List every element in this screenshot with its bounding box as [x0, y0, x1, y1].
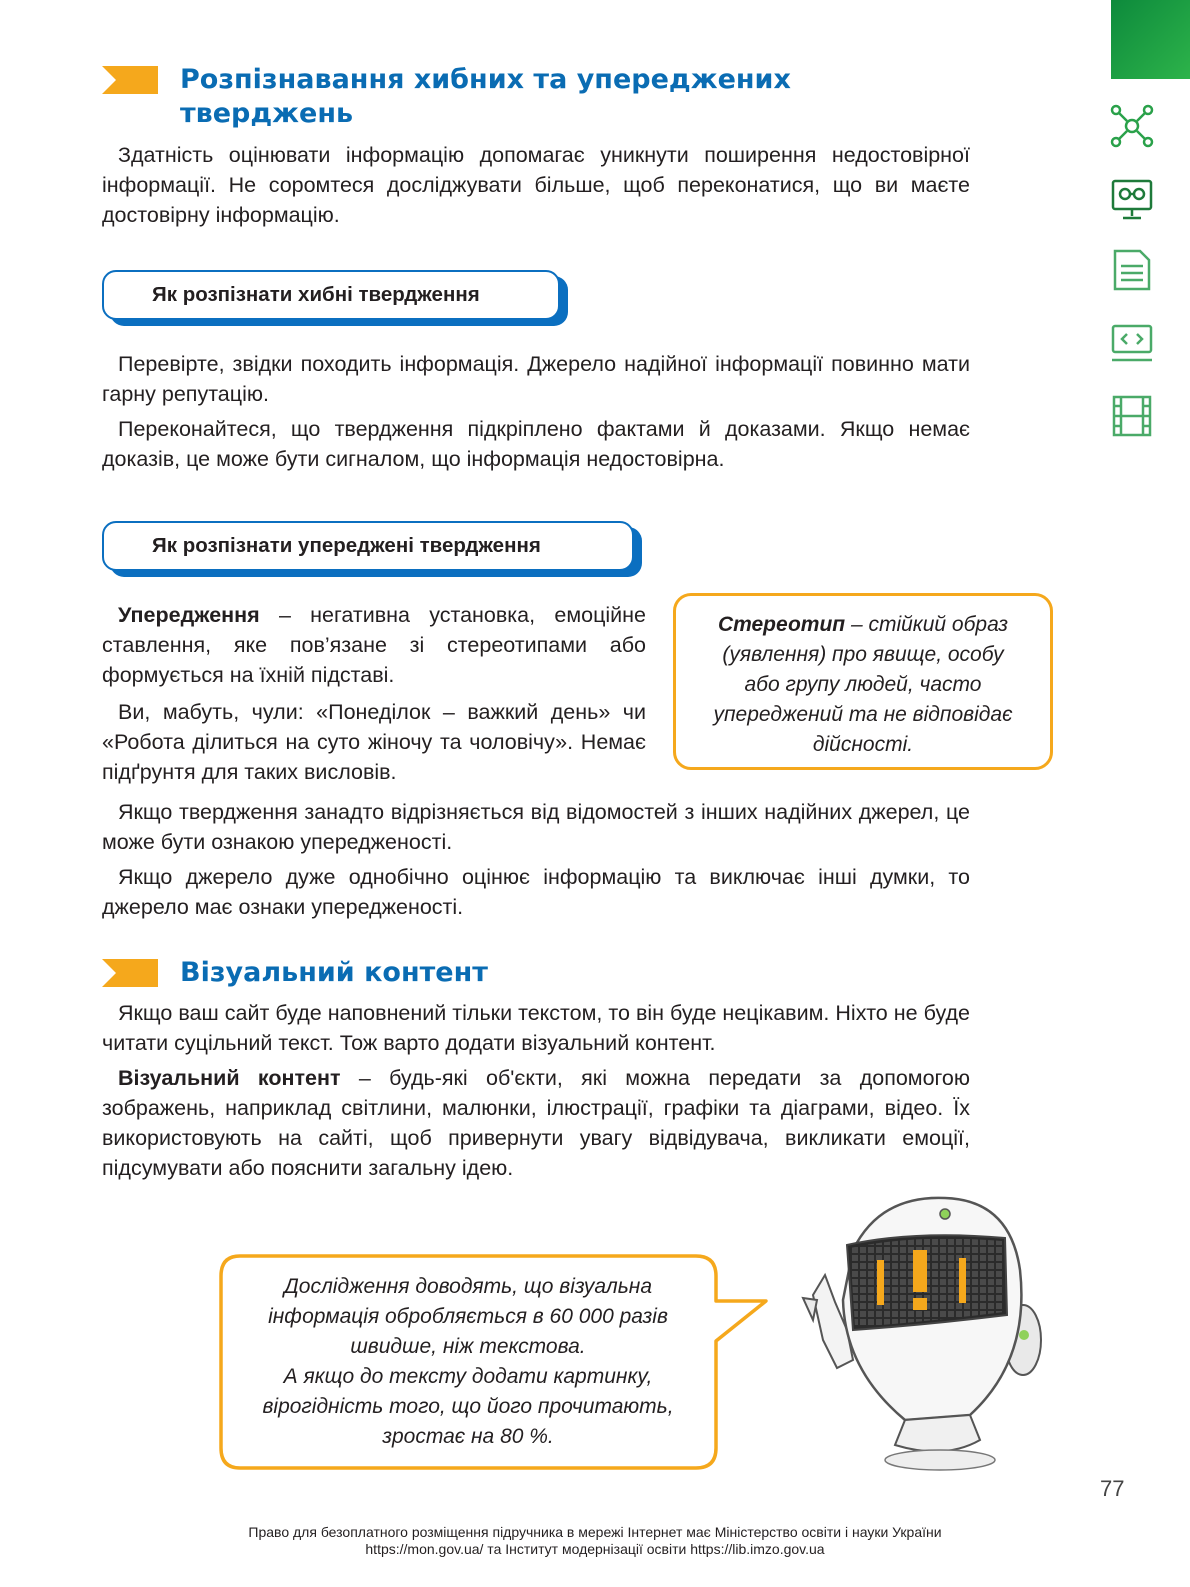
biased-claims-header: Як розпізнати упереджені твердження: [102, 521, 634, 571]
code-monitor-icon: [1110, 322, 1154, 366]
false-claims-header: Як розпізнати хибні твердження: [102, 270, 560, 320]
section-arrow-icon: [102, 66, 158, 94]
heading-line: Розпізнавання хибних та упереджених: [180, 64, 791, 95]
visual-content-definition: Візуальний контент – будь-які об'єкти, які можна передати за допомогою зображень, наприклад світлини, малюнки, ілюстрації, графіки та діаграми, відео. Їх використовують на сайті, щоб привернути увагу відвідувача, викликати емоції, підсумувати або пояснити загальну ідею.: [102, 1066, 970, 1180]
speech-bubble-text: Дослідження доводять, що візуальна інформація обробляється в 60 000 разів швидше, ніж текстова. А якщо до тексту додати картинку, вірогідність того, що його прочитають, зростає на 80 %.: [262, 1275, 674, 1448]
intro-paragraph: Здатність оцінювати інформацію допомагає уникнути поширення недостовірної інформації. Не соромтеся досліджувати більше, щоб переконатися, що ви маєте достовірну інформацію.: [102, 143, 970, 227]
bias-definition: Упередження – негативна установка, емоційне ставлення, яке пов’язане зі стереотипами або формується на їхній підставі.: [102, 603, 646, 687]
visual-content-p1: Якщо ваш сайт буде наповнений тільки текстом, то він буде нецікавим. Ніхто не буде читати суцільний текст. Тож варто додати візуальний контент.: [102, 1001, 970, 1055]
film-icon: [1110, 394, 1154, 438]
section-heading: [180, 63, 791, 131]
bias-example: Ви, мабуть, чули: «Понеділок – важкий день» чи «Робота ділиться на суто жіночу та чоловічу». Немає підґрунтя для таких висловів.: [102, 700, 646, 784]
footer-line: Право для безоплатного розміщення підручника в мережі Інтернет має Міністерство освіти і науки України: [248, 1524, 942, 1540]
document-icon: [1110, 248, 1154, 292]
robot-illustration: [795, 1190, 1065, 1475]
network-icon: [1110, 104, 1154, 148]
page-number: 77: [1100, 1476, 1125, 1501]
stereotype-note: Стереотип – стійкий образ (уявлення) про явище, особу або групу людей, часто упереджений та не відповідає дійсності.: [673, 593, 1053, 770]
bias-sign-p3: Якщо твердження занадто відрізняється від відомостей з інших надійних джерел, це може бути ознакою упередженості.: [102, 800, 970, 854]
section-arrow-icon: [102, 959, 158, 987]
section-heading: Візуальний контент: [180, 957, 488, 988]
bias-sign-p4: Якщо джерело дуже однобічно оцінює інформацію та виключає інші думки, то джерело має ознаки упередженості.: [102, 865, 970, 919]
heading-line: тверджень: [180, 98, 354, 129]
false-claims-p2: Переконайтеся, що твердження підкріплено фактами й доказами. Якщо немає доказів, це може бути сигналом, що інформація недостовірна.: [102, 417, 970, 471]
monitor-glasses-icon: [1110, 178, 1154, 222]
chapter-tab: [1111, 0, 1190, 79]
false-claims-p1: Перевірте, звідки походить інформація. Джерело надійної інформації повинно мати гарну репутацію.: [102, 352, 970, 406]
footer-line: https://mon.gov.ua/ та Інститут модернізації освіти https://lib.imzo.gov.ua: [365, 1541, 825, 1557]
